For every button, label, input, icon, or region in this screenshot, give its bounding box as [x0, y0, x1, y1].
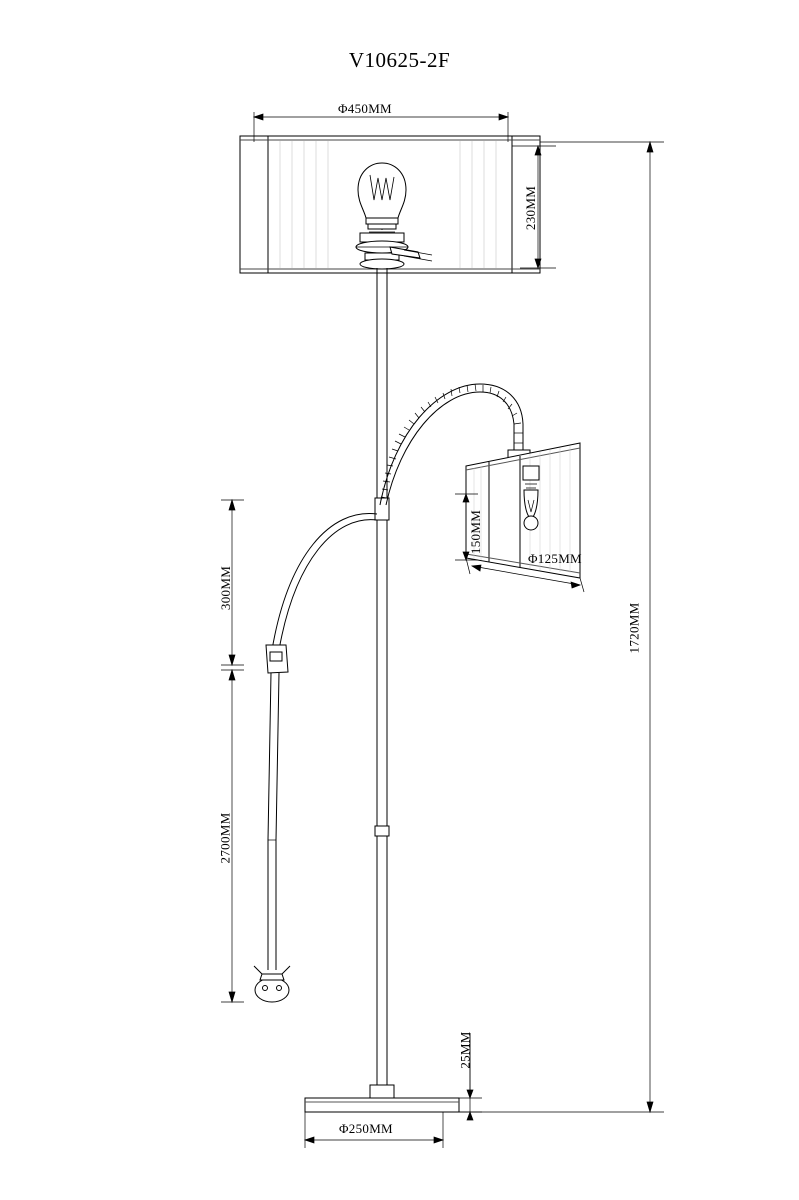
- dim-reading-shade-diameter: Φ125MM: [528, 551, 582, 566]
- dim-switch-height: 300MM: [218, 565, 234, 611]
- dim-base-diameter: Φ250MM: [339, 1121, 393, 1136]
- dim-shade-diameter: Φ450MM: [338, 101, 392, 116]
- cord-switch: [266, 645, 288, 673]
- dim-cord-length: 2700MM: [217, 812, 233, 864]
- dim-base-height: 25MM: [457, 1031, 473, 1069]
- main-pole: [375, 268, 389, 1098]
- reading-bulb: [523, 466, 539, 530]
- dim-shade-height: 230MM: [523, 185, 539, 231]
- power-cord: [254, 513, 377, 1002]
- drawing-title: V10625-2F: [348, 48, 451, 72]
- dim-reading-shade-height: 150MM: [468, 509, 484, 555]
- power-plug: [254, 966, 290, 1002]
- dim-total-height: 1720MM: [626, 602, 642, 654]
- lamp-base: [305, 1085, 459, 1112]
